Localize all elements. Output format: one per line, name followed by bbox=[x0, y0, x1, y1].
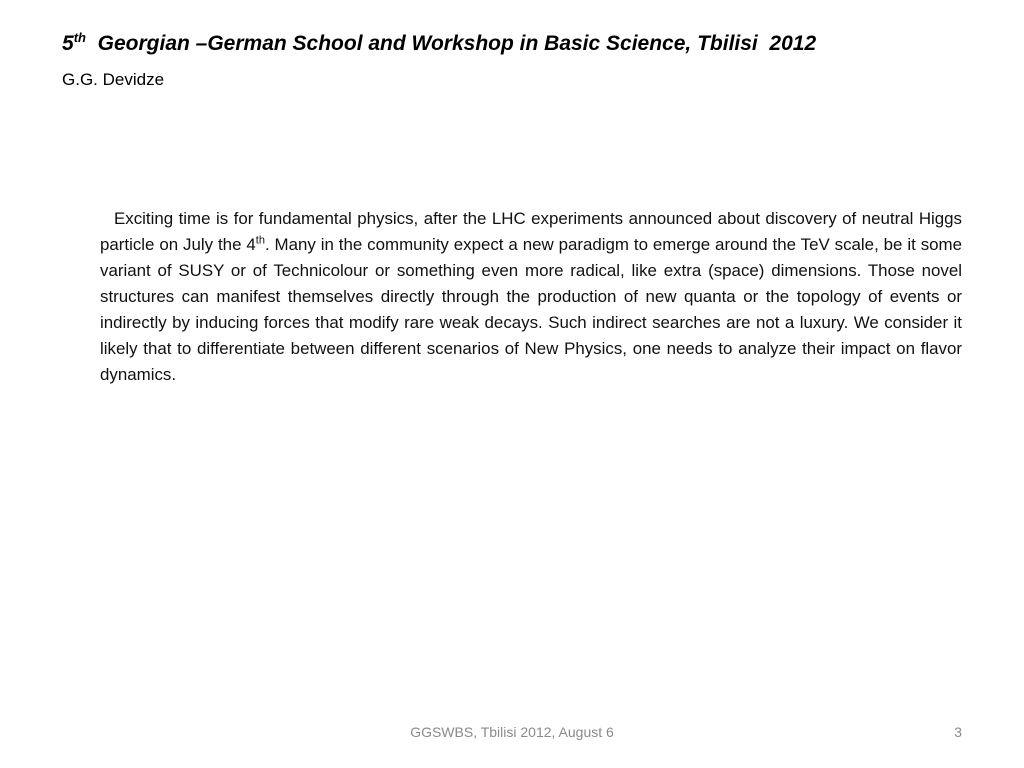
body-superscript: th bbox=[255, 234, 265, 247]
footer-text: GGSWBS, Tbilisi 2012, August 6 bbox=[410, 724, 614, 740]
title-number: 5 bbox=[62, 32, 74, 55]
title-superscript: th bbox=[73, 30, 86, 45]
slide-title bbox=[62, 32, 816, 56]
body-paragraph bbox=[100, 206, 962, 388]
title-text: Georgian –German School and Workshop in Basic Science, Tbilisi 2012 bbox=[85, 32, 817, 55]
body-part-2: . Many in the community expect a new paradigm to emerge around the TeV scale, be it some variant of SUSY or of Technicolour or something even more radical, like extra (space) dimensions. Those novel structures can manifest themselves directly through the production of new quanta or the topology of events or indirectly by inducing forces that modify rare weak decays. Such indirect searches are not a luxury. We consider it likely that to differentiate between different scenarios of New Physics, one needs to analyze their impact on flavor dynamics. bbox=[100, 235, 962, 384]
page-number: 3 bbox=[954, 724, 962, 740]
author-name: G.G. Devidze bbox=[62, 70, 165, 89]
body-part-1: Exciting time is for fundamental physics, after the LHC experiments announced about discovery of neutral Higgs particle on July the 4 bbox=[100, 209, 962, 254]
